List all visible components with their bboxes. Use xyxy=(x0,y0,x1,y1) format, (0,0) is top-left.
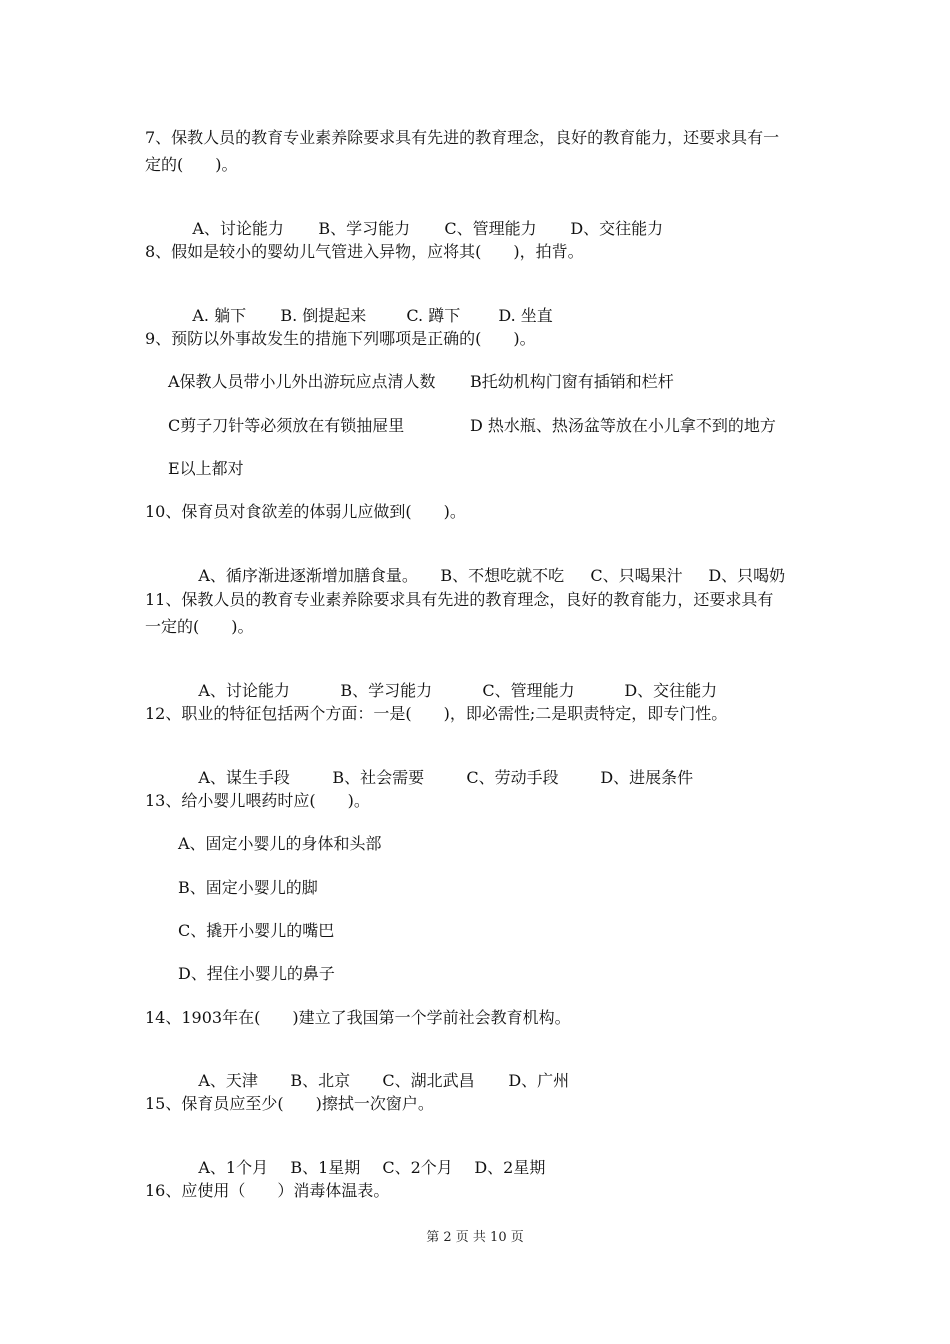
option-b: B、1星期 xyxy=(290,1158,361,1177)
option-c: C、2个月 xyxy=(382,1158,453,1177)
option-c: C、劳动手段 xyxy=(466,768,559,787)
option-d: D、交往能力 xyxy=(570,219,664,238)
question-9-option-e: E以上都对 xyxy=(168,459,244,478)
option-d: D、交往能力 xyxy=(624,681,718,700)
question-11-line-2: 一定的( )。 xyxy=(145,617,254,636)
option-b: B. 倒提起来 xyxy=(280,306,367,325)
option-a: A、讨论能力 xyxy=(198,681,290,700)
option-d: D. 坐直 xyxy=(498,306,553,325)
option-d: D、只喝奶 xyxy=(708,566,786,585)
question-13-option-b: B、固定小婴儿的脚 xyxy=(178,878,318,897)
question-9: 9、预防以外事故发生的措施下列哪项是正确的( )。 xyxy=(145,329,536,348)
option-d: D、进展条件 xyxy=(600,768,694,787)
question-10: 10、保育员对食欲差的体弱儿应做到( )。 xyxy=(145,502,466,521)
question-9-option-d: D 热水瓶、热汤盆等放在小儿拿不到的地方 xyxy=(470,416,776,435)
question-9-option-c: C剪子刀针等必须放在有锁抽屉里 xyxy=(168,416,405,435)
question-11-line-1: 11、保教人员的教育专业素养除要求具有先进的教育理念，良好的教育能力，还要求具有 xyxy=(145,590,774,609)
option-a: A、讨论能力 xyxy=(192,219,284,238)
question-7-line-1: 7、保教人员的教育专业素养除要求具有先进的教育理念，良好的教育能力，还要求具有一 xyxy=(145,128,780,147)
question-13-option-c: C、撬开小婴儿的嘴巴 xyxy=(178,921,335,940)
option-b: B、社会需要 xyxy=(332,768,425,787)
option-a: A、循序渐进逐渐增加膳食量。 xyxy=(198,566,418,585)
question-12: 12、职业的特征包括两个方面：一是( )，即必需性;二是职责特定，即专门性。 xyxy=(145,704,728,723)
option-b: B、北京 xyxy=(290,1071,351,1090)
question-9-option-a: A保教人员带小儿外出游玩应点清人数 xyxy=(168,372,436,391)
option-a: A、1个月 xyxy=(198,1158,269,1177)
page-footer: 第 2 页 共 10 页 xyxy=(426,1230,524,1245)
question-7-line-2: 定的( )。 xyxy=(145,155,238,174)
option-d: D、2星期 xyxy=(474,1158,546,1177)
option-d: D、广州 xyxy=(508,1071,570,1090)
option-c: C、湖北武昌 xyxy=(382,1071,475,1090)
question-14: 14、1903年在( )建立了我国第一个学前社会教育机构。 xyxy=(145,1008,571,1027)
question-16: 16、应使用（ ）消毒体温表。 xyxy=(145,1181,390,1200)
question-13-option-d: D、捏住小婴儿的鼻子 xyxy=(178,964,335,983)
option-a: A、天津 xyxy=(198,1071,258,1090)
question-8: 8、假如是较小的婴幼儿气管进入异物，应将其( )，拍背。 xyxy=(145,242,584,261)
question-13: 13、给小婴儿喂药时应( )。 xyxy=(145,791,370,810)
option-c: C、只喝果汁 xyxy=(590,566,683,585)
question-15: 15、保育员应至少( )擦拭一次窗户。 xyxy=(145,1094,434,1113)
option-c: C、管理能力 xyxy=(444,219,537,238)
question-13-option-a: A、固定小婴儿的身体和头部 xyxy=(178,834,382,853)
option-c: C. 蹲下 xyxy=(406,306,461,325)
option-a: A. 躺下 xyxy=(192,306,247,325)
option-a: A、谋生手段 xyxy=(198,768,290,787)
option-c: C、管理能力 xyxy=(482,681,575,700)
question-9-option-b: B托幼机构门窗有插销和栏杆 xyxy=(470,372,674,391)
option-b: B、学习能力 xyxy=(340,681,433,700)
option-b: B、不想吃就不吃 xyxy=(440,566,565,585)
option-b: B、学习能力 xyxy=(318,219,411,238)
